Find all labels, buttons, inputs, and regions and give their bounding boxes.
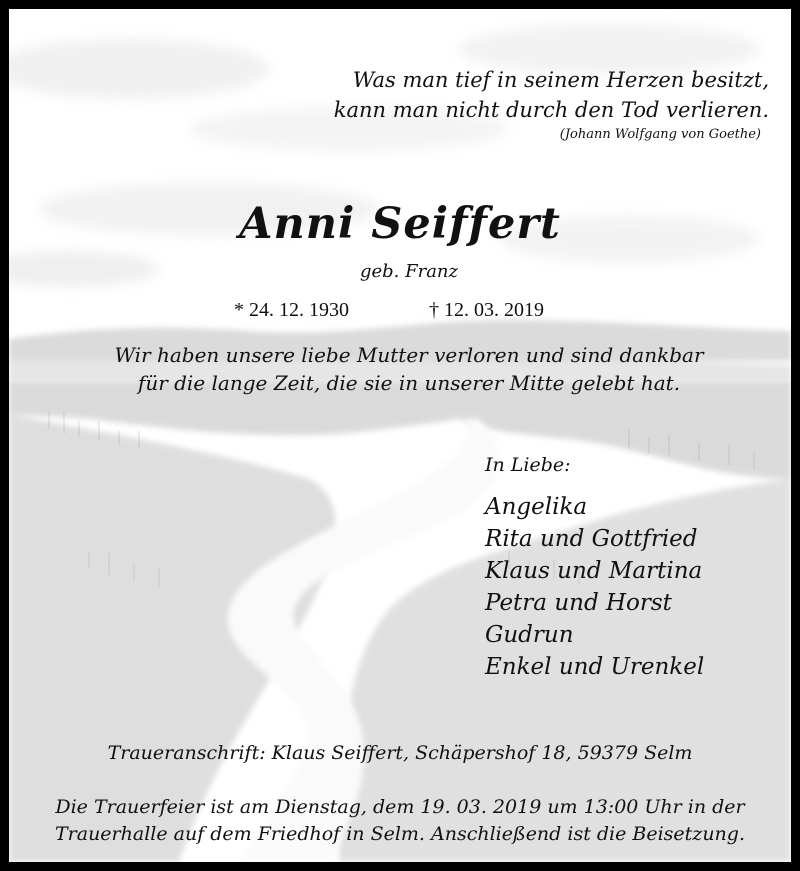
quote-attribution: (Johann Wolfgang von Goethe) <box>559 127 761 142</box>
quote-line-2: kann man nicht durch den Tod verlieren. <box>333 98 769 122</box>
deceased-name: Anni Seiffert <box>239 199 561 249</box>
birth-name: geb. Franz <box>359 261 459 282</box>
service-info-line-1: Die Trauerfeier ist am Dienstag, dem 19. 03. 2019 um 13:00 Uhr in der <box>55 796 745 818</box>
mourner-name: Angelika <box>485 494 588 520</box>
mourner-name: Enkel und Urenkel <box>485 654 705 680</box>
mourners-heading: In Liebe: <box>485 454 571 476</box>
message-line-2: für die lange Zeit, die sie in unserer Mitte gelebt hat. <box>137 371 681 395</box>
service-info-line-2: Trauerhalle auf dem Friedhof in Selm. Anschließend ist die Beisetzung. <box>54 823 745 845</box>
mourner-name: Rita und Gottfried <box>485 526 698 552</box>
birth-date: * 24. 12. 1930 <box>234 299 349 321</box>
mourner-name: Petra und Horst <box>485 590 672 616</box>
quote-line-1: Was man tief in seinem Herzen besitzt, <box>352 68 769 92</box>
mourner-name: Klaus und Martina <box>485 558 703 584</box>
death-date: † 12. 03. 2019 <box>429 299 544 321</box>
mourning-address: Traueranschrift: Klaus Seiffert, Schäpershof 18, 59379 Selm <box>107 742 693 764</box>
mourner-name: Gudrun <box>485 622 574 648</box>
notice-card <box>9 9 791 862</box>
message-line-1: Wir haben unsere liebe Mutter verloren und sind dankbar <box>114 343 704 367</box>
